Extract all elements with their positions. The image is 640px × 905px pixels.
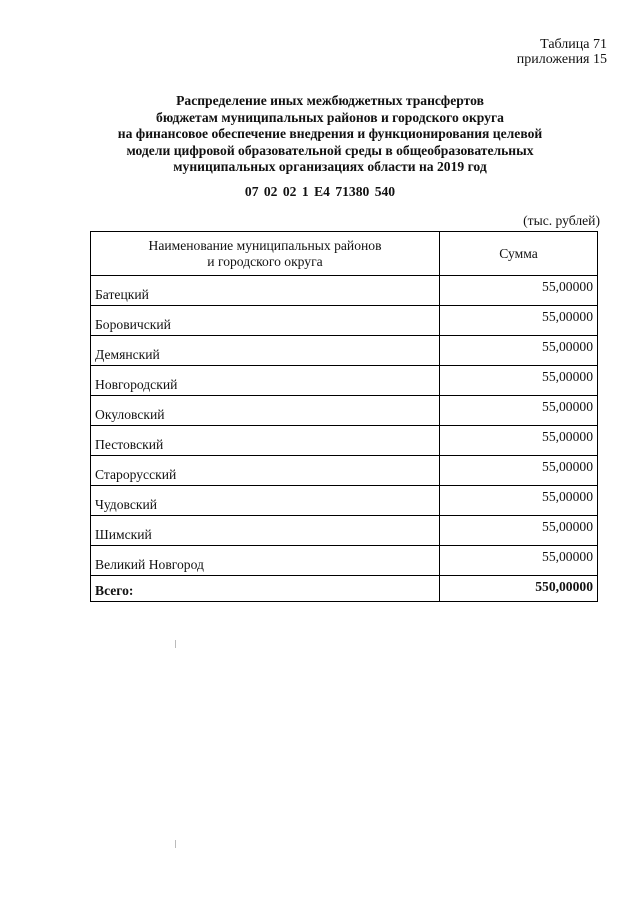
total-sum: 550,00000 [440, 576, 598, 602]
appendix-reference: приложения 15 [516, 52, 607, 67]
table-row [91, 546, 598, 576]
table-row [91, 306, 598, 336]
header-name-line: и городского округа [207, 253, 323, 269]
district-sum: 55,00000 [440, 396, 598, 426]
table-row [91, 456, 598, 486]
table-header-row [91, 232, 598, 276]
district-name: Демянский [91, 336, 440, 366]
district-sum: 55,00000 [440, 306, 598, 336]
district-name: Шимский [91, 516, 440, 546]
header-sum-cell: Сумма [440, 232, 598, 276]
district-name: Пестовский [91, 426, 440, 456]
district-sum: 55,00000 [440, 336, 598, 366]
scan-mark [175, 640, 176, 648]
district-sum: 55,00000 [440, 456, 598, 486]
district-name: Боровичский [91, 306, 440, 336]
total-label: Всего: [91, 576, 440, 602]
table-row [91, 426, 598, 456]
header-name-line: Наименование муниципальных районов [148, 237, 382, 253]
district-sum: 55,00000 [440, 426, 598, 456]
table-row [91, 336, 598, 366]
district-name: Окуловский [91, 396, 440, 426]
table-row [91, 366, 598, 396]
district-name: Чудовский [91, 486, 440, 516]
budget-code: 07 02 02 1 E4 71380 540 [244, 184, 396, 199]
title-line: Распределение иных межбюджетных трансфертов [176, 93, 484, 108]
district-sum: 55,00000 [440, 276, 598, 306]
district-name: Новгородский [91, 366, 440, 396]
header-name-cell [91, 232, 440, 276]
district-sum: 55,00000 [440, 516, 598, 546]
district-sum: 55,00000 [440, 546, 598, 576]
title-line: модели цифровой образовательной среды в общеобразовательных [126, 142, 534, 158]
table-row [91, 516, 598, 546]
title-line: на финансовое обеспечение внедрения и функционирования целевой [117, 126, 543, 141]
table-row [91, 486, 598, 516]
district-name: Великий Новгород [91, 546, 440, 576]
title-line: муниципальных организациях области на 2019 год [173, 159, 487, 174]
district-sum: 55,00000 [440, 366, 598, 396]
table-reference [517, 37, 607, 67]
title-line: бюджетам муниципальных районов и городского округа [156, 109, 504, 125]
table-number: Таблица 71 [540, 37, 607, 52]
district-name: Батецкий [91, 276, 440, 306]
distribution-table [90, 231, 598, 602]
document-title [60, 93, 600, 176]
total-row [91, 576, 598, 602]
table-row [91, 396, 598, 426]
unit-label: (тыс. рублей) [523, 213, 600, 228]
district-sum: 55,00000 [440, 486, 598, 516]
table-row [91, 276, 598, 306]
scan-mark [175, 840, 176, 848]
district-name: Старорусский [91, 456, 440, 486]
